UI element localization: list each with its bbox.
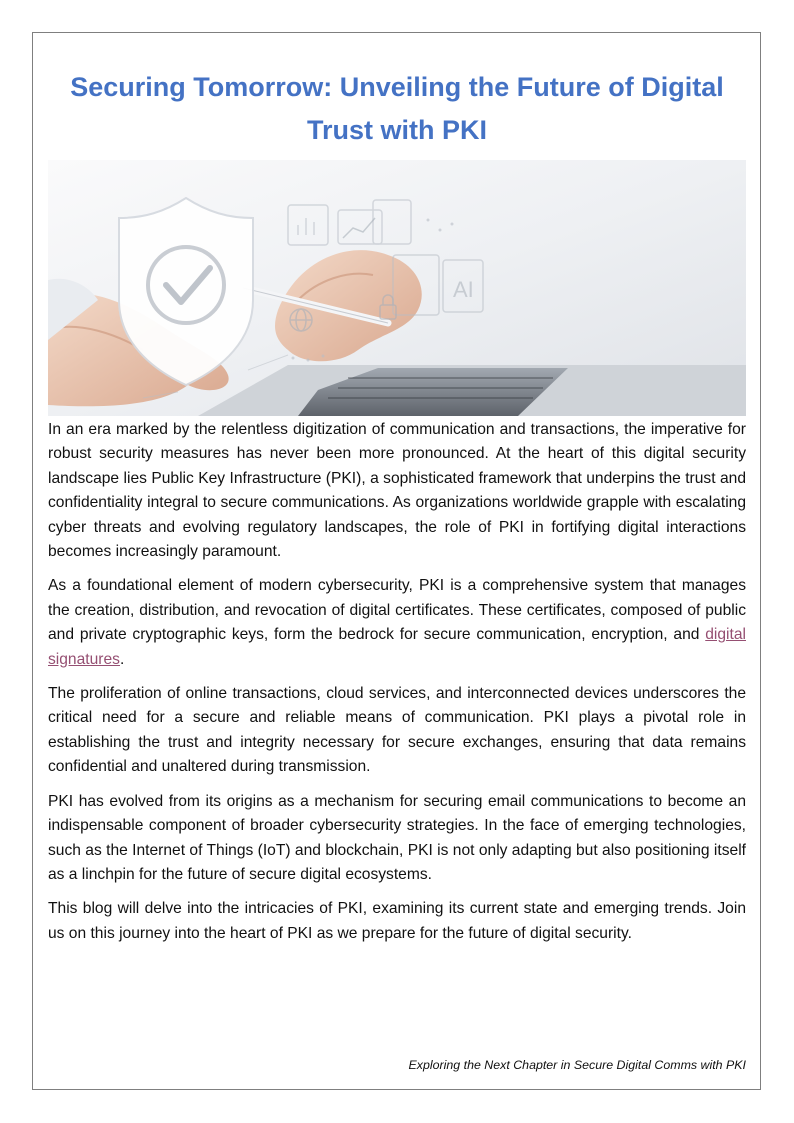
page-footer: Exploring the Next Chapter in Secure Digital Comms with PKI bbox=[408, 1058, 746, 1072]
page-title: Securing Tomorrow: Unveiling the Future of Digital Trust with PKI bbox=[70, 72, 724, 145]
hero-image bbox=[48, 160, 746, 416]
paragraph-2-end: . bbox=[119, 650, 125, 668]
digital-signatures-link[interactable]: digital signatures bbox=[48, 626, 746, 668]
paragraph-3: The proliferation of online transactions, cloud services, and interconnected devices underscores the critical need for a secure and reliable means of communication. PKI plays a pivotal role in establishing the trust and integrity necessary for secure exchanges, ensuring that data remains confidential and unaltered during transmission. bbox=[48, 685, 746, 776]
paragraph-4: PKI has evolved from its origins as a mechanism for securing email communications to become an indispensable component of broader cybersecurity strategies. In the face of emerging technologies, such as the Internet of Things (IoT) and blockchain, PKI is not only adapting but also positioning itself as a linchpin for the future of secure digital ecosystems. bbox=[48, 792, 746, 883]
paragraph-5: This blog will delve into the intricacies of PKI, examining its current state and emerging trends. Join us on this journey into the heart of PKI as we prepare for the future of digital security. bbox=[48, 900, 746, 942]
article-body bbox=[48, 418, 746, 956]
ai-icon bbox=[453, 277, 474, 302]
svg-text:AI: AI bbox=[453, 277, 474, 302]
paragraph-1: In an era marked by the relentless digitization of communication and transactions, the imperative for robust security measures has never been more pronounced. At the heart of this digital security landscape lies Public Key Infrastructure (PKI), a sophisticated framework that underpins the trust and confidentiality integral to secure communications. As organizations worldwide grapple with escalating cyber threats and evolving regulatory landscapes, the role of PKI in fortifying digital interactions becomes increasingly paramount. bbox=[48, 421, 746, 561]
paragraph-2-text: As a foundational element of modern cybersecurity, PKI is a comprehensive system that manages the creation, distribution, and revocation of digital certificates. These certificates, composed of public and private cryptographic keys, form the bedrock for secure communication, encryption, and bbox=[48, 577, 746, 644]
paragraph-2 bbox=[48, 574, 746, 672]
